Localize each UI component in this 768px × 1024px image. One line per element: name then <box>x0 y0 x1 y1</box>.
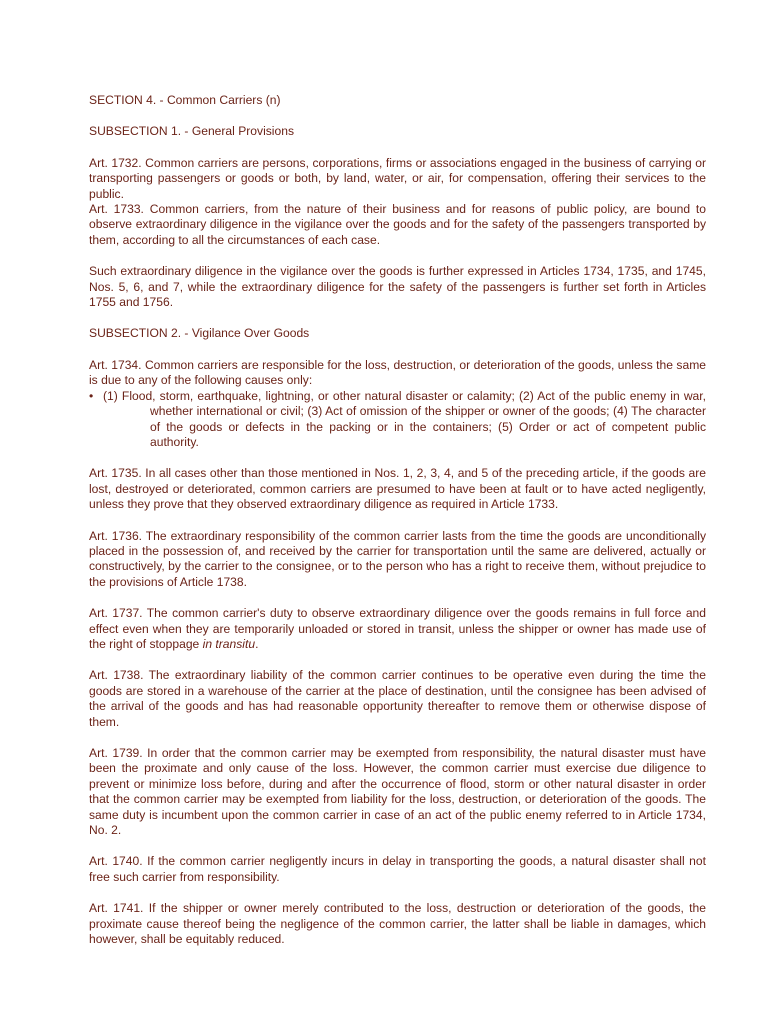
article-1734-causes: (1) Flood, storm, earthquake, lightning, or other natural disaster or calamity; (2) Act of the public enemy in war, whether international or civil; (3) Act of omission of the shipper or owner of the goods; (4) The character of the goods or defects in the packing or in the containers; (5) Order or act of competent public authority. <box>103 388 706 449</box>
article-1737 <box>89 606 706 652</box>
subsection-1-title: SUBSECTION 1. - General Provisions <box>89 124 294 139</box>
document-page <box>89 93 706 963</box>
bullet-icon: • <box>89 388 94 403</box>
article-1739: Art. 1739. In order that the common carrier may be exempted from responsibility, the natural disaster must have been the proximate and only cause of the loss. However, the common carrier must exercise due diligence to prevent or minimize loss before, during and after the occurrence of flood, storm or other natural disaster in order that the common carrier may be exempted from liability for the loss, destruction, or deterioration of the goods. The same duty is incumbent upon the common carrier in case of an act of the public enemy referred to in Article 1734, No. 2. <box>89 746 706 838</box>
article-1737-end: . <box>255 636 259 651</box>
section-title: SECTION 4. - Common Carriers (n) <box>89 93 281 107</box>
article-1733-continuation: Such extraordinary diligence in the vigilance over the goods is further expressed in Articles 1734, 1735, and 1745, Nos. 5, 6, and 7, while the extraordinary diligence for the safety of the passengers is further set forth in Articles 1755 and 1756. <box>89 264 706 310</box>
article-1735: Art. 1735. In all cases other than those mentioned in Nos. 1, 2, 3, 4, and 5 of the preceding article, if the goods are lost, destroyed or deteriorated, common carriers are presumed to have been at fault or to have acted negligently, unless they prove that they observed extraordinary diligence as required in Article 1733. <box>89 466 706 512</box>
article-1733: Art. 1733. Common carriers, from the nature of their business and for reasons of public policy, are bound to observe extraordinary diligence in the vigilance over the goods and for the safety of the passengers transported by them, according to all the circumstances of each case. <box>89 202 706 247</box>
article-1734-causes-list <box>89 389 706 451</box>
article-1732: Art. 1732. Common carriers are persons, corporations, firms or associations engaged in the business of carrying or transporting passengers or goods or both, by land, water, or air, for compensation, offering their services to the public. <box>89 155 706 201</box>
article-1740: Art. 1740. If the common carrier negligently incurs in delay in transporting the goods, a natural disaster shall not free such carrier from responsibility. <box>89 854 706 884</box>
article-1736: Art. 1736. The extraordinary responsibility of the common carrier lasts from the time the goods are unconditionally placed in the possession of, and received by the carrier for transportation until the same are delivered, actually or constructively, by the carrier to the consignee, or to the person who has a right to receive them, without prejudice to the provisions of Article 1738. <box>89 528 706 589</box>
article-1737-italic-term: in transitu <box>202 636 256 651</box>
article-1738: Art. 1738. The extraordinary liability of the common carrier continues to be operative even during the time the goods are stored in a warehouse of the carrier at the place of destination, until the consignee has been advised of the arrival of the goods and has had reasonable opportunity thereafter to remove them or otherwise dispose of them. <box>89 668 706 729</box>
article-1737-text: Art. 1737. The common carrier's duty to observe extraordinary diligence over the goods remains in full force and effect even when they are temporarily unloaded or stored in transit, unless the shipper or owner has made use of the right of stoppage <box>89 606 706 651</box>
article-1734: Art. 1734. Common carriers are responsible for the loss, destruction, or deterioration of the goods, unless the same is due to any of the following causes only: <box>89 357 706 388</box>
article-1741: Art. 1741. If the shipper or owner merely contributed to the loss, destruction or deterioration of the goods, the proximate cause thereof being the negligence of the common carrier, the latter shall be liable in damages, which however, shall be equitably reduced. <box>89 901 706 947</box>
subsection-2-title: SUBSECTION 2. - Vigilance Over Goods <box>89 326 310 341</box>
